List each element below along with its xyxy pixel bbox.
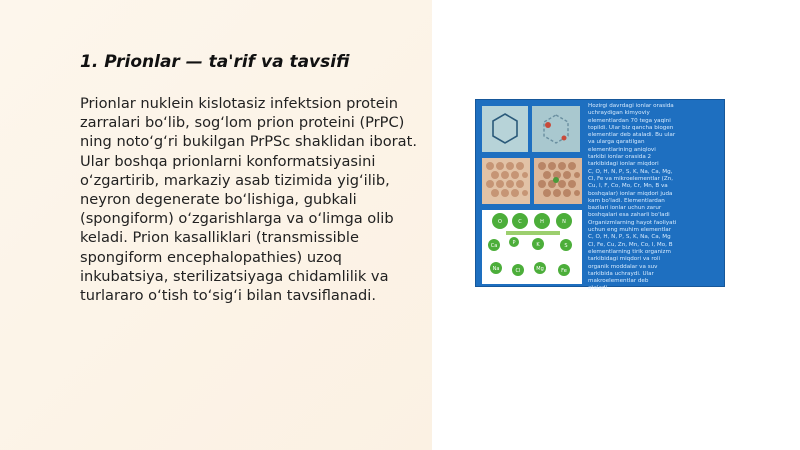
element-symbol: Ca	[490, 243, 498, 249]
element-symbol: Na	[492, 266, 500, 272]
marker-dot	[545, 122, 551, 128]
marker-dot	[553, 177, 559, 183]
illustration-figure	[475, 99, 725, 292]
figure-caption-line: uchraydigan kimyoviy	[588, 110, 650, 117]
figure-caption	[588, 103, 722, 293]
element-symbol: O	[498, 219, 502, 225]
element-symbol: N	[562, 219, 566, 225]
figure-caption-line: C, O, H, N, P, S, K, Na, Ca, Mg,	[588, 168, 673, 175]
figure-caption-line: elementlarning tirik organizm	[588, 248, 671, 255]
figure-caption-line: tarkibi ionlar orasida 2	[588, 154, 652, 161]
panel-hexagon-left	[482, 106, 528, 152]
element-symbol: H	[540, 219, 544, 225]
slide-title: 1. Prionlar — ta'rif va tavsifi	[80, 52, 350, 72]
figure-caption-line: Hozirgi davrdagi ionlar orasida	[588, 103, 674, 109]
figure-caption-line: makroelementlar deb	[588, 278, 649, 285]
figure-caption-line: C, O, H, N, P, S, K, Na, Ca, Mg	[588, 234, 671, 241]
element-symbol: Cl	[515, 268, 521, 274]
figure-caption-line: ataladi.	[588, 285, 609, 292]
figure-caption-line: boshqalar) ionlar miqdori juda	[588, 190, 673, 197]
figure-caption-line: tarkibidagi ionlar miqdori	[588, 161, 659, 168]
figure-caption-line: elementlar deb ataladi. Bu ular	[588, 132, 676, 139]
figure-caption-line: topildi. Ular biz qancha biogen	[588, 124, 674, 131]
element-symbol: Fe	[561, 268, 567, 274]
element-symbol: Mg	[536, 266, 544, 272]
figure-caption-line: boshqalari esa zaharli bo'ladi	[588, 212, 670, 219]
figure-caption-line: tarkibidagi miqdori va roli	[588, 256, 661, 263]
figure-caption-line: bazilari ionlar uchun zarur	[588, 205, 662, 212]
element-label-bar	[506, 231, 560, 235]
figure-caption-line: tarkibida uchraydi. Ular	[588, 270, 654, 277]
figure-caption-line: uchun eng muhim elementlar	[588, 227, 672, 234]
figure-caption-line: elementlarining aniqlovi	[588, 146, 656, 153]
figure-caption-line: Cl, Fe va mikroelementlar (Zn,	[588, 175, 673, 182]
figure-caption-line: organik moddalar va suv	[588, 263, 658, 270]
element-symbol: K	[536, 242, 540, 248]
figure-caption-line: Cu, I, F, Co, Mo, Cr, Mn, B va	[588, 183, 668, 190]
figure-caption-line: Organizmlarning hayot faoliyati	[588, 219, 677, 226]
figure-caption-line: kam bo'ladi. Elementlardan	[588, 197, 665, 204]
figure-caption-line: va ularga qaratilgan	[588, 139, 645, 146]
element-symbol: S	[564, 243, 568, 249]
element-symbol: C	[518, 219, 522, 225]
panel-hexagon-right	[532, 106, 580, 152]
marker-dot	[562, 136, 567, 141]
figure-caption-line: Cl, Fe, Cu, Zn, Mn, Co, I, Mo, B	[588, 241, 673, 248]
slide-body-text: Prionlar nuklein kislotasiz infektsion protein zarralari bo‘lib, sog‘lom prion proteini (PrPC) ning noto‘g‘ri bukilgan PrPSc shaklidan iborat. Ular boshqa prionlarni konformatsiyasini o‘zgartirib, markaziy asab tizimida yig‘ilib, neyron degenerate bo‘lishiga, gubkali (spongiform) o‘zgarishlarga va o‘limga olib keladi. Prion kasalliklari (transmissible spongiform encephalopathies) uzoq inkubatsiya, sterilizatsiyaga chidamlilik va turlararo o‘tish to‘sig‘i bilan tavsiflanadi.	[80, 95, 417, 305]
element-symbol: P	[512, 240, 516, 246]
figure-caption-line: elementlardan 70 tega yaqini	[588, 117, 671, 124]
